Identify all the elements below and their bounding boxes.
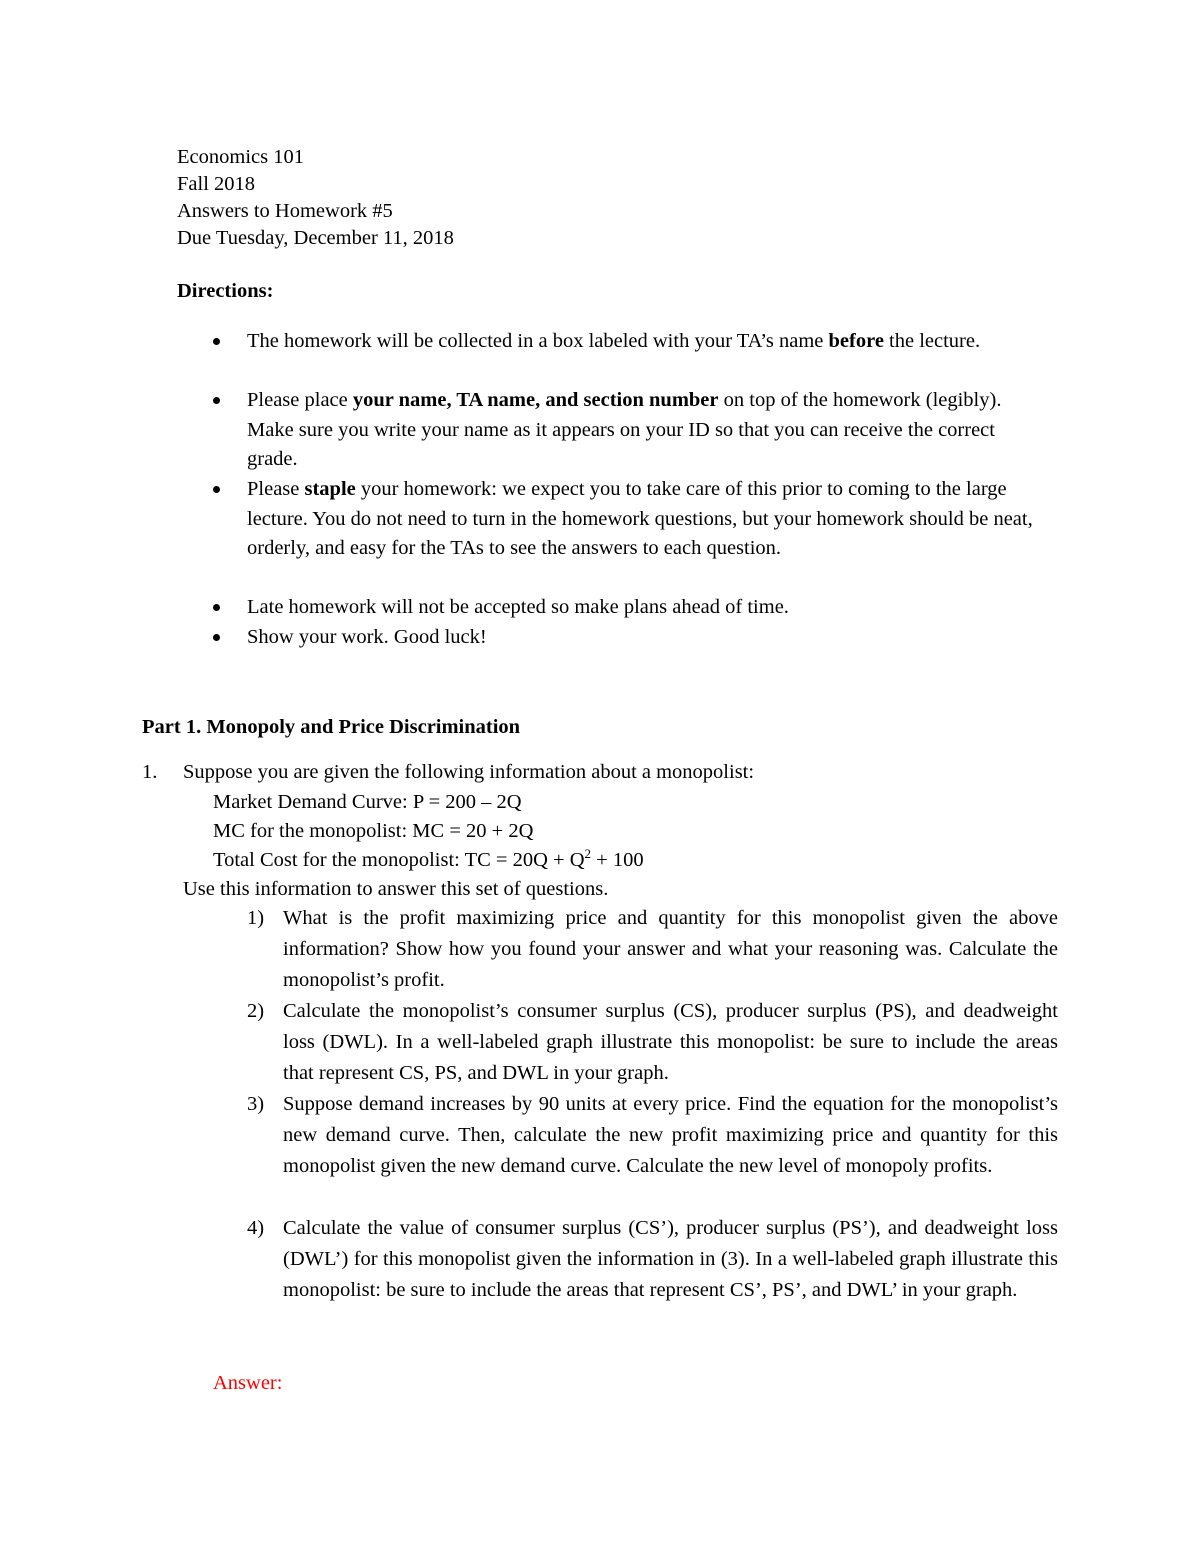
part-heading: Part 1. Monopoly and Price Discrimination	[142, 716, 521, 738]
bullet-icon	[213, 338, 220, 345]
total-cost: Total Cost for the monopolist: TC = $20Q + Q^2 + 100$	[213, 846, 644, 871]
question-number: 1.	[142, 761, 158, 783]
direction-item: Please place your name, TA name, and section number on top of the homework (legibly). Make sure you write your name as it appears on your ID so that you can receive the correct grade.	[247, 389, 1002, 471]
answer-label: Answer:	[213, 1372, 283, 1394]
direction-item: Show your work. Good luck!	[247, 626, 487, 648]
sub-question-text: Calculate the monopolist’s consumer surplus (CS), producer surplus (PS), and deadweight loss (DWL). In a well-labeled graph illustrate this monopolist: be sure to include the areas that represent CS, PS, and DWL in your graph.	[283, 1000, 1058, 1084]
sub-question-number: 4)	[247, 1217, 265, 1239]
bullet-icon	[213, 486, 220, 493]
due-date: Due Tuesday, December 11, 2018	[177, 227, 454, 249]
sub-question-number: 1)	[247, 907, 265, 929]
sub-question-number: 2)	[247, 1000, 265, 1022]
direction-item: Late homework will not be accepted so make plans ahead of time.	[247, 596, 789, 618]
course-name: Economics 101	[177, 146, 304, 168]
document-title: Answers to Homework #5	[177, 200, 393, 222]
bullet-icon	[213, 397, 220, 404]
bullet-icon	[213, 604, 220, 611]
direction-item: The homework will be collected in a box labeled with your TA’s name before the lecture.	[247, 330, 981, 352]
sub-question-text: What is the profit maximizing price and quantity for this monopolist given the above information? Show how you found your answer and what your reasoning was. Calculate the monopolist’s profit.	[283, 907, 1058, 991]
bullet-icon	[213, 634, 220, 641]
term: Fall 2018	[177, 173, 256, 195]
sub-question-number: 3)	[247, 1093, 265, 1115]
demand-curve: Market Demand Curve: P = 200 – 2Q	[213, 791, 522, 813]
sub-question-text: Suppose demand increases by 90 units at every price. Find the equation for the monopolist’s new demand curve. Then, calculate the new profit maximizing price and quantity for this monopolist given the new demand curve. Calculate the new level of monopoly profits.	[283, 1093, 1058, 1177]
instructions: Use this information to answer this set of questions.	[183, 878, 609, 900]
marginal-cost: MC for the monopolist: MC = 20 + 2Q	[213, 820, 534, 842]
directions-heading: Directions:	[177, 280, 274, 302]
question-intro: Suppose you are given the following information about a monopolist:	[183, 761, 755, 783]
direction-item: Please staple your homework: we expect you to take care of this prior to coming to the large lecture. You do not need to turn in the homework questions, but your homework should be neat, orderly, and easy for the TAs to see the answers to each question.	[247, 478, 1033, 560]
sub-question-text: Calculate the value of consumer surplus (CS’), producer surplus (PS’), and deadweight loss (DWL’) for this monopolist given the information in (3). In a well-labeled graph illustrate this monopolist: be sure to include the areas that represent CS’, PS’, and DWL’ in your graph.	[283, 1217, 1058, 1301]
